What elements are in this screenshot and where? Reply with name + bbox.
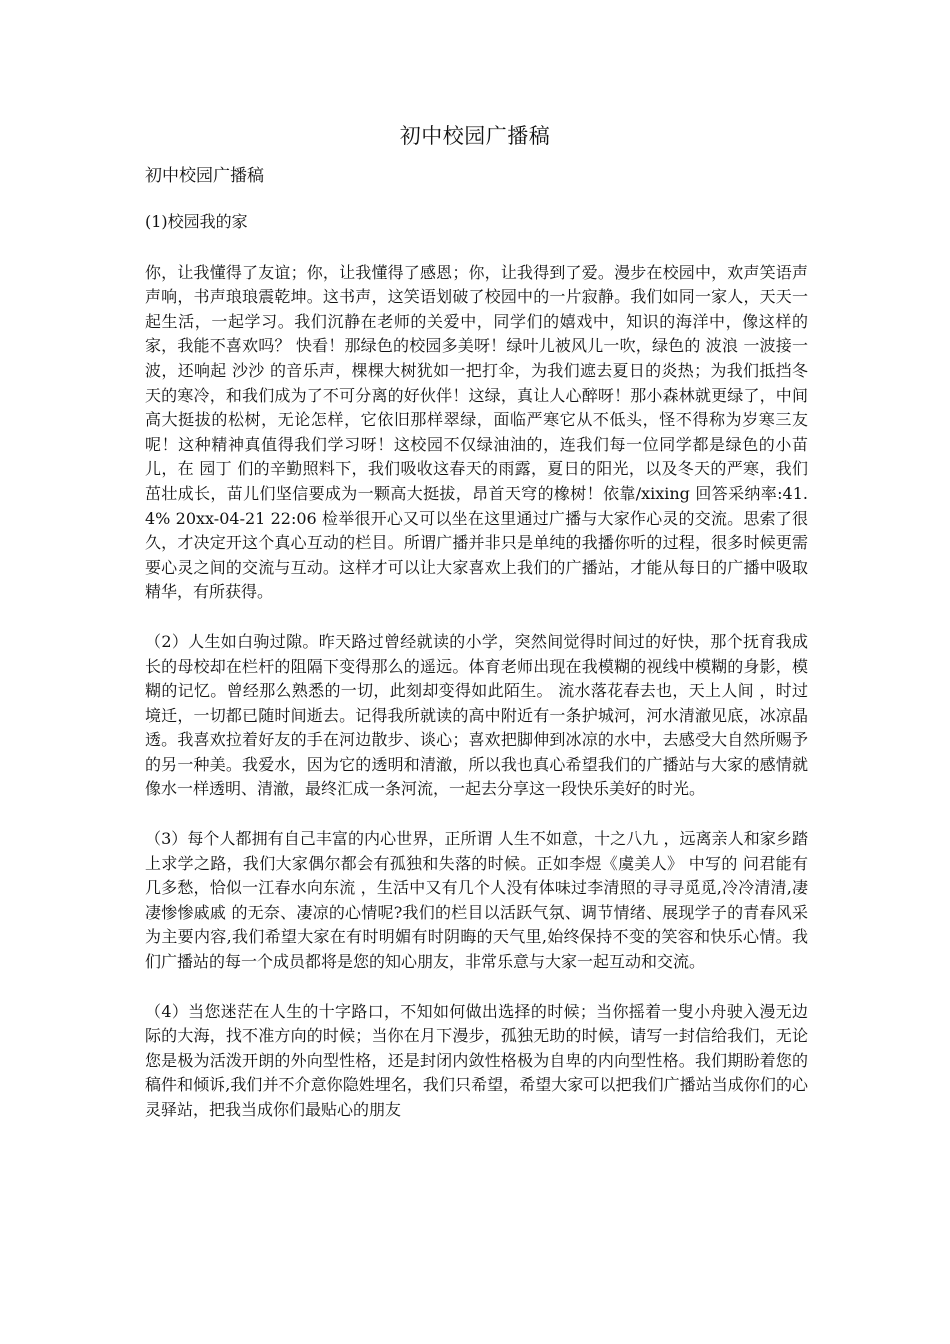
paragraph-4: （4）当您迷茫在人生的十字路口，不知如何做出选择的时候；当你摇着一叟小舟驶入漫无边际的大海，找不准方向的时候；当你在月下漫步，孤独无助的时候，请写一封信给我们，无论您是极为活泼开朗的外向型性格，还是封闭内敛性格极为自卑的内向型性格。我们期盼着您的稿件和倾诉,我们并不介意你隐姓埋名，我们只希望，希望大家可以把我们广播站当成你们的心灵驿站，把我当成你们最贴心的朋友 <box>145 1001 808 1119</box>
document-title: 初中校园广播稿 <box>399 124 551 148</box>
paragraph-1: 你，让我懂得了友谊；你，让我懂得了感恩；你，让我得到了爱。漫步在校园中，欢声笑语声声响，书声琅琅震乾坤。这书声，这笑语划破了校园中的一片寂静。我们如同一家人，天天一起生活，一起学习。我们沉静在老师的关爱中，同学们的嬉戏中，知识的海洋中，像这样的家，我能不喜欢吗？ 快看！那绿色的校园多美呀！绿叶儿被风儿一吹，绿色的 波浪 一波接一波，还响起 沙沙 的音乐声，棵棵大树犹如一把打伞，为我们遮去夏日的炎热；为我们抵挡冬天的寒冷，和我们成为了不可分离的好伙伴！这绿，真让人心醉呀！那小森林就更绿了，中间高大挺拔的松树，无论怎样，它依旧那样翠绿，面临严寒它从不低头，怪不得称为岁寒三友呢！这种精神真值得我们学习呀！这校园不仅绿油油的，连我们每一位同学都是绿色的小苗儿，在 园丁 们的辛勤照料下，我们吸收这春天的雨露，夏日的阳光，以及冬天的严寒，我们茁壮成长，苗儿们坚信要成为一颗高大挺拔，昂首天穹的橡树！依靠/xixing 回答采纳率:41.4% 20xx-04-21 22:06 检举很开心又可以坐在这里通过广播与大家作心灵的交流。思索了很久，才决定开这个真心互动的栏目。所谓广播并非只是单纯的我播你听的过程，很多时候更需要心灵之间的交流与互动。这样才可以让大家喜欢上我们的广播站，才能从每日的广播中吸取精华，有所获得。 <box>145 262 808 602</box>
paragraph-3: （3）每个人都拥有自己丰富的内心世界，正所谓 人生不如意，十之八九 ，远离亲人和家乡踏上求学之路，我们大家偶尔都会有孤独和失落的时候。正如李煜《虞美人》 中写的 问君能有几多愁，恰似一江春水向东流 ，生活中又有几个人没有体味过李清照的寻寻觅觅,冷冷清清,凄凄惨惨戚戚 的无奈、凄凉的心情呢?我们的栏目以活跃气氛、调节情绪、展现学子的青春风采为主要内容,我们希望大家在有时明媚有时阴晦的天气里,始终保持不变的笑容和快乐心情。我们广播站的每一个成员都将是您的知心朋友，非常乐意与大家一起互动和交流。 <box>145 829 808 972</box>
document-subtitle: 初中校园广播稿 <box>145 166 264 186</box>
paragraph-2: （2）人生如白驹过隙。昨天路过曾经就读的小学，突然间觉得时间过的好快，那个抚育我成长的母校却在栏杆的阻隔下变得那么的遥远。体育老师出现在我模糊的视线中模糊的身影，模糊的记忆。曾经那么熟悉的一切，此刻却变得如此陌生。 流水落花春去也，天上人间 ，时过境迁，一切都已随时间逝去。记得我所就读的高中附近有一条护城河，河水清澈见底，冰凉晶透。我喜欢拉着好友的手在河边散步、谈心；喜欢把脚伸到冰凉的水中，去感受大自然所赐予的另一种美。我爱水，因为它的透明和清澈，所以我也真心希望我们的广播站与大家的感情就像水一样透明、清澈，最终汇成一条河流，一起去分享这一段快乐美好的时光。 <box>145 631 808 799</box>
document-body <box>145 164 808 1148</box>
section-label: (1)校园我的家 <box>145 212 248 231</box>
